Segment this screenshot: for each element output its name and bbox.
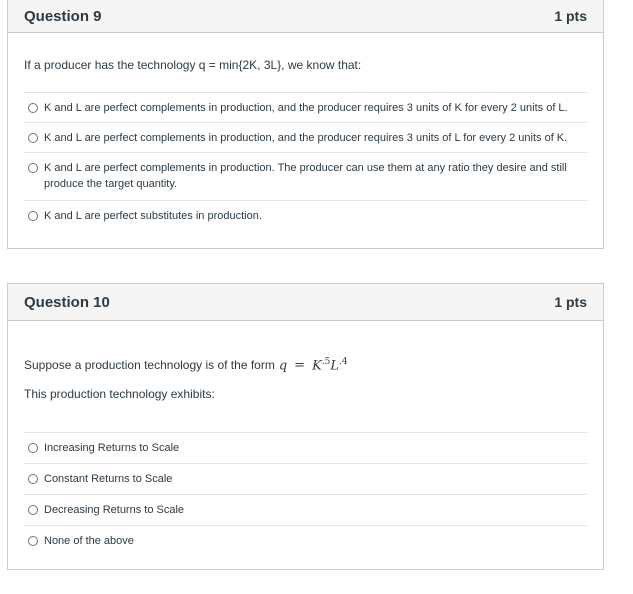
question-body: [8, 357, 603, 556]
answer-label[interactable]: None of the above: [44, 535, 134, 548]
formula-lhs: q: [278, 358, 288, 374]
radio-button[interactable]: [28, 443, 38, 453]
formula-k-exponent: .5: [321, 357, 331, 367]
question-title: Question 10: [24, 293, 110, 311]
formula-l-exponent: .4: [339, 357, 348, 367]
production-formula: [279, 357, 348, 373]
answer-option[interactable]: [24, 433, 587, 464]
answer-option[interactable]: [24, 464, 587, 495]
answer-label[interactable]: K and L are perfect complements in production, and the producer requires 3 units of L for every 2 units of K.: [44, 132, 568, 144]
question-prompt: If a producer has the technology q = min{2K, 3L}, we know that:: [24, 58, 362, 72]
formula-k: K: [312, 358, 322, 374]
formula-l: L: [330, 358, 340, 374]
answer-label[interactable]: Increasing Returns to Scale: [44, 442, 180, 455]
answer-option[interactable]: [24, 201, 587, 230]
answer-label[interactable]: K and L are perfect substitutes in production.: [44, 210, 262, 222]
answer-option[interactable]: [24, 495, 587, 526]
radio-button[interactable]: [28, 103, 38, 113]
radio-button[interactable]: [28, 163, 38, 173]
answer-option[interactable]: [24, 93, 587, 123]
question-header: [8, 284, 603, 321]
question-header: [8, 0, 603, 33]
question-body: [8, 58, 603, 230]
question-9-card: [7, 0, 604, 249]
answer-option[interactable]: [24, 123, 587, 153]
radio-button[interactable]: [28, 505, 38, 515]
formula-equals: =: [294, 358, 306, 374]
answer-label[interactable]: K and L are perfect complements in production. The producer can use them at any ratio they desire and still produce the target quantity.: [44, 162, 567, 190]
answer-label[interactable]: Constant Returns to Scale: [44, 473, 173, 486]
radio-button[interactable]: [28, 474, 38, 484]
answer-option[interactable]: [24, 526, 587, 556]
answer-option[interactable]: [24, 153, 587, 201]
radio-button[interactable]: [28, 536, 38, 546]
question-10-card: [7, 283, 604, 570]
question-prompt-text: Suppose a production technology is of the form: [24, 358, 275, 373]
radio-button[interactable]: [28, 133, 38, 143]
question-prompt-secondary: This production technology exhibits:: [24, 387, 215, 402]
question-points: 1 pts: [554, 294, 587, 310]
answer-label[interactable]: Decreasing Returns to Scale: [44, 504, 185, 517]
answer-list: [24, 432, 587, 556]
answer-list: [24, 92, 587, 230]
radio-button[interactable]: [28, 211, 38, 221]
answer-label[interactable]: K and L are perfect complements in production, and the producer requires 3 units of K for every 2 units of L.: [44, 102, 568, 114]
question-title: Question 9: [24, 7, 102, 25]
question-prompt: [24, 357, 587, 373]
question-points: 1 pts: [554, 8, 587, 24]
